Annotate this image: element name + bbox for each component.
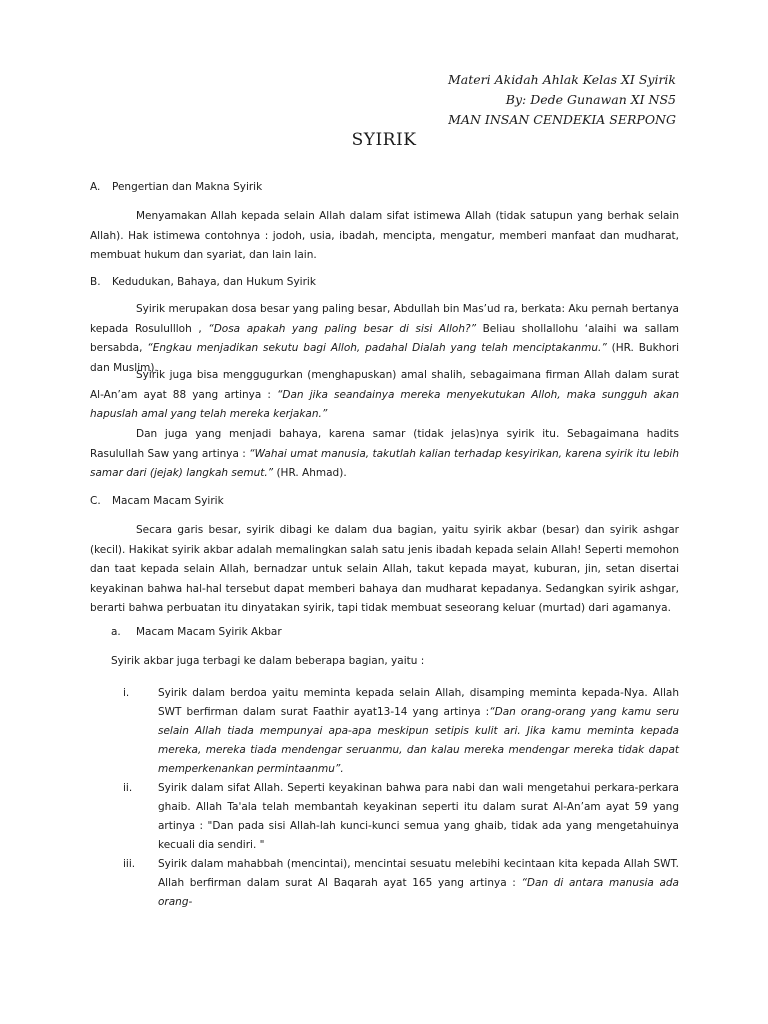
list-item-number: i.	[123, 687, 130, 699]
section-b-paragraph-2: Syirik juga bisa menggugurkan (menghapuskan) amal shalih, sebagaimana firman Allah dalam surat Al-An’am ayat 88 yang artinya : “Dan jika seandainya mereka menyekutukan Alloh, maka sungguh akan hapuslah amal yang telah mereka kerjakan.”	[90, 369, 679, 420]
subsection-a-intro: Syirik akbar juga terbagi ke dalam beberapa bagian, yaitu :	[111, 655, 425, 667]
list-item: i. Syirik dalam berdoa yaitu meminta kepada selain Allah, disamping meminta kepada-Nya. Allah SWT berfirman dalam surat Faathir ayat13-14 yang artinya :“Dan orang-orang yang kamu seru selain Allah tiada mempunyai apa-apa meskipun setipis kulit ari. Jika kamu meminta kepada mereka, mereka tiada mendengar seruanmu, dan kalau mereka mendengar mereka tidak dapat memperkenankan permintaanmu”.	[123, 684, 679, 779]
section-c-title: Macam Macam Syirik	[112, 495, 224, 507]
header-author-line: By: Dede Gunawan XI NS5	[505, 92, 676, 107]
document-header	[448, 70, 676, 130]
section-a-heading	[90, 180, 262, 194]
section-b-heading	[90, 275, 316, 289]
header-school-line: MAN INSAN CENDEKIA SERPONG	[448, 112, 676, 127]
section-c-heading	[90, 494, 224, 508]
section-a-label: A.	[90, 181, 101, 193]
document-title: SYIRIK	[351, 130, 417, 150]
section-c-label: C.	[90, 495, 101, 507]
subsection-a-title: Macam Macam Syirik Akbar	[136, 626, 282, 638]
list-item: iii. Syirik dalam mahabbah (mencintai), mencintai sesuatu melebihi kecintaan kita kepada Allah SWT. Allah berfirman dalam surat Al Baqarah ayat 165 yang artinya : “Dan di antara manusia ada orang-	[123, 855, 679, 912]
section-b-paragraph-3: Dan juga yang menjadi bahaya, karena samar (tidak jelas)nya syirik itu. Sebagaimana hadits Rasulullah Saw yang artinya : “Wahai umat manusia, takutlah kalian terhadap kesyirikan, karena syirik itu lebih samar dari (jejak) langkah semut.” (HR. Ahmad).	[90, 428, 679, 479]
section-c-paragraph: Secara garis besar, syirik dibagi ke dalam dua bagian, yaitu syirik akbar (besar) dan syirik ashgar (kecil). Hakikat syirik akbar adalah memalingkan salah satu jenis ibadah kepada selain Allah! Seperti memohon dan taat kepada selain Allah, bernadzar untuk selain Allah, takut kepada mayat, kuburan, jin, setan disertai keyakinan bahwa hal-hal tersebut dapat memberi bahaya dan mudharat kepadanya. Sedangkan syirik ashgar, berarti bahwa perbuatan itu dinyatakan syirik, tapi tidak membuat seseorang keluar (murtad) dari agamanya.	[90, 524, 679, 614]
subsection-a-label: a.	[111, 626, 121, 638]
subsection-a-heading	[111, 626, 282, 638]
list-item-number: ii.	[123, 782, 133, 794]
header-course-line: Materi Akidah Ahlak Kelas XI Syirik	[448, 72, 676, 87]
section-b-paragraph-1: Syirik merupakan dosa besar yang paling besar, Abdullah bin Mas’ud ra, berkata: Aku pernah bertanya kepada Rosulullloh , “Dosa apakah yang paling besar di sisi Alloh?” Beliau shollallohu ‘alaihi wa sallam bersabda, “Engkau menjadikan sekutu bagi Alloh, padahal Dialah yang telah menciptakanmu.” (HR. Bukhori dan Muslim).	[90, 303, 679, 374]
section-a-title: Pengertian dan Makna Syirik	[112, 181, 263, 193]
list-item-number: iii.	[123, 858, 136, 870]
section-b-title: Kedudukan, Bahaya, dan Hukum Syirik	[112, 276, 316, 288]
section-a-paragraph: Menyamakan Allah kepada selain Allah dalam sifat istimewa Allah (tidak satupun yang berhak selain Allah). Hak istimewa contohnya : jodoh, usia, ibadah, mencipta, mengatur, memberi manfaat dan mudharat, membuat hukum dan syariat, dan lain lain.	[90, 210, 679, 261]
section-b-label: B.	[90, 276, 101, 288]
list-item: ii. Syirik dalam sifat Allah. Seperti keyakinan bahwa para nabi dan wali mengetahui perkara-perkara ghaib. Allah Ta'ala telah membantah keyakinan seperti itu dalam surat Al-An’am ayat 59 yang artinya : "Dan pada sisi Allah-lah kunci-kunci semua yang ghaib, tidak ada yang mengetahuinya kecuali dia sendiri. "	[123, 779, 679, 855]
